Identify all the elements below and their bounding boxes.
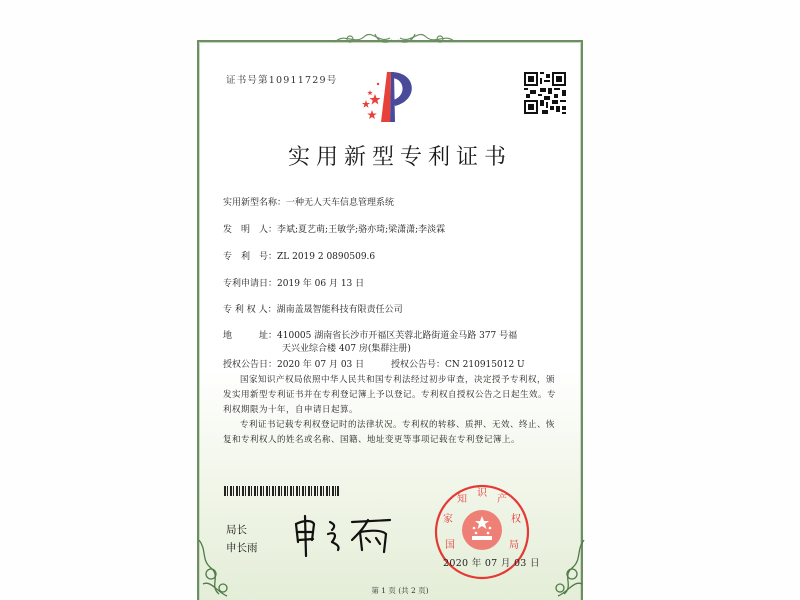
field-value: ZL 2019 2 0890509.6 xyxy=(277,252,376,262)
svg-text:权: 权 xyxy=(511,514,521,525)
seal-date: 2020 年 07 月 03 日 xyxy=(443,558,540,569)
cnipa-logo-icon xyxy=(357,70,417,124)
field-label: 发 明 人： xyxy=(223,225,278,235)
svg-text:家: 家 xyxy=(443,514,453,525)
chief-title: 局长 xyxy=(226,524,247,536)
field-grant-date xyxy=(223,357,364,370)
field-patent-number xyxy=(223,249,375,262)
field-label: 专 利 号： xyxy=(223,252,278,262)
field-grant-number xyxy=(391,357,525,370)
field-label: 授权公告日： xyxy=(223,360,278,370)
svg-text:产: 产 xyxy=(497,494,507,505)
field-value: 李斌;夏艺萌;王敏学;骆亦琦;梁潇潇;李淡霖 xyxy=(277,225,446,235)
signature-icon xyxy=(290,512,400,557)
field-value: 一种无人天车信息管理系统 xyxy=(286,198,395,208)
field-label: 实用新型名称： xyxy=(223,198,287,208)
field-value: 2019 年 06 月 13 日 xyxy=(277,279,365,289)
barcode-icon xyxy=(224,486,339,496)
field-inventors xyxy=(223,222,445,235)
certificate-title: 实用新型专利证书 xyxy=(287,145,512,170)
field-value: 2020 年 07 月 03 日 xyxy=(277,360,365,370)
field-patentee xyxy=(223,302,403,315)
field-application-date xyxy=(223,276,364,289)
field-value: 湖南盖晟智能科技有限责任公司 xyxy=(276,305,403,315)
svg-text:识: 识 xyxy=(477,488,487,499)
field-label: 地 址： xyxy=(223,331,278,341)
field-address xyxy=(223,328,517,341)
chief-name: 申长雨 xyxy=(226,542,258,554)
field-label: 专利申请日： xyxy=(223,279,278,289)
page-indicator: 第 1 页 (共 2 页) xyxy=(371,586,429,595)
svg-text:知: 知 xyxy=(457,494,467,505)
field-label: 专 利 权 人： xyxy=(223,305,277,315)
qr-code-icon xyxy=(524,72,566,114)
field-value: CN 210915012 U xyxy=(445,360,525,370)
grant-statement-paragraph: 国家知识产权局依照中华人民共和国专利法经过初步审查，决定授予专利权，颁发实用新型专利证书并在专利登记簿上予以登记。专利权自授权公告之日起生效。专利权期限为十年，自申请日起算。 xyxy=(223,375,557,415)
svg-text:国: 国 xyxy=(445,540,455,551)
field-label: 授权公告号： xyxy=(391,360,446,370)
certificate-number: 证书号第10911729号 xyxy=(226,75,338,86)
field-value: 410005 湖南省长沙市开福区芙蓉北路街道金马路 377 号福 xyxy=(277,331,518,341)
svg-text:局: 局 xyxy=(509,540,519,551)
legal-status-paragraph: 专利证书记载专利权登记时的法律状况。专利权的转移、质押、无效、终止、恢复和专利权人的姓名或名称、国籍、地址变更等事项记载在专利登记簿上。 xyxy=(223,420,556,445)
field-utility-model-name xyxy=(223,195,394,208)
field-address-line2: 天兴业综合楼 407 房(集群注册) xyxy=(282,344,411,354)
top-ornament-icon xyxy=(330,28,460,50)
